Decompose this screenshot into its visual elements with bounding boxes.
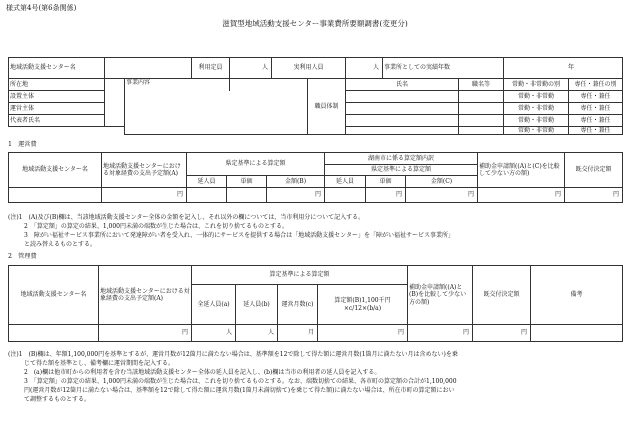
s2-decision-field[interactable]: 円 xyxy=(473,325,531,342)
s2-planned-field[interactable]: 円 xyxy=(99,325,192,342)
note-line: 2 「算定額」の算定の結果、1,000円未満の端数が生じた場合は、これを切り捨てるものとする。 xyxy=(24,223,288,230)
s1-decision-field[interactable]: 円 xyxy=(565,188,623,203)
operator-label: 運営主体 xyxy=(9,103,105,115)
s2-col-planned: 地域活動支援センターにおける対象経費の支出予定額(A) xyxy=(99,266,192,325)
staff-name-field[interactable] xyxy=(346,115,459,127)
s1-subsidy-field[interactable]: 円 xyxy=(478,188,565,203)
s1-amount-c-field[interactable]: 円 xyxy=(406,188,478,203)
section1-title: 1 運営費 xyxy=(8,141,37,148)
s2-sub-col: 運営月数(c) xyxy=(278,285,318,325)
operating-cost-table xyxy=(8,152,623,203)
staff-name-field[interactable] xyxy=(346,103,459,115)
staff-title-field[interactable] xyxy=(459,127,504,135)
s1-kosai-unit-price-field[interactable]: 円 xyxy=(366,188,406,203)
staff-fulltime-option[interactable]: 常勤・非常勤 xyxy=(504,115,569,127)
note-line: て調整するものとする。 xyxy=(24,396,91,403)
s2-sub-col: 全延人員(a) xyxy=(192,285,236,325)
s2-center-field[interactable] xyxy=(9,325,99,342)
document-title: 滋賀型地域活動支援センター事業費所要額調書(変更分) xyxy=(222,19,408,28)
s1-center-field[interactable] xyxy=(9,188,102,203)
staff-col-fulltime: 常勤・非常勤の別 xyxy=(504,79,569,91)
s1-unit-price-field[interactable] xyxy=(227,188,267,203)
capacity-label: 利用定員 xyxy=(192,58,230,79)
representative-label: 代表者氏名 xyxy=(9,115,105,127)
s1-col-planned: 地域活動支援センターにおける対象経費の支出予定額(A) xyxy=(102,153,187,188)
s1-col-standard-group: 県定基準による算定額 xyxy=(187,153,325,176)
note-line: 円(運営月数が12箇月に満たない場合は、基準額を12で除して得た額に運営月数(1箇月未満切捨て)を乗じて得た額)に満たない場合は、所在市町の算定額におい xyxy=(24,387,455,394)
s2-col-standard-group: 算定基準による算定額 xyxy=(192,266,408,285)
staff-fulltime-option[interactable]: 常勤・非常勤 xyxy=(504,127,569,135)
management-cost-table xyxy=(8,265,623,342)
staff-dedicated-option[interactable]: 専任・兼任 xyxy=(569,127,623,135)
note-line: と読み替えるものとする。 xyxy=(24,241,97,248)
s2-col-decision: 既交付決定額 xyxy=(473,266,531,325)
s2-col-subsidy: 補助金申請額((A)と(B)を比較して少ない方の額) xyxy=(408,266,473,325)
s2-sub-col: 延人員(b) xyxy=(236,285,278,325)
note-line: (注)1 (B)欄は、年額1,100,000円を基準とするが、運営月数が12箇月に満たない場合は、基準額を12で除して得た額に運営月数(1箇月に満たない月は含めない)を乗 xyxy=(8,351,458,358)
business-content-area[interactable] xyxy=(125,91,308,135)
note-line: 3 「算定額」の算定の結果、1,000円未満の端数が生じた場合は、これを切り捨てるものとする。なお、端数切捨ての結果、各市町の算定額の合計が1,100,000 xyxy=(24,378,457,385)
s1-col-kosai-sub: 県定基準による算定額 xyxy=(325,165,478,176)
establisher-label: 設置主体 xyxy=(9,91,105,103)
staff-title-field[interactable] xyxy=(459,103,504,115)
staff-title-field[interactable] xyxy=(459,115,504,127)
s1-sub-col: 延人員 xyxy=(187,176,227,188)
note-line: (注)1 (A)及び(B)欄は、当該地域活動支援センター全体の金額を記入し、それ以外の欄については、当市利用分について記入する。 xyxy=(8,214,365,221)
note-line: じて得た額を基準とし、備考欄に運営期間を記入する。 xyxy=(24,360,175,367)
business-content-label: 事業内容 xyxy=(125,79,230,91)
s2-persons-field[interactable]: 人 xyxy=(236,325,278,342)
note-line: 2 (a)欄は他市町からの利用者を含む当該地域活動支援センター全体の延人員を記入し、(b)欄は当市の利用者の延人員を記入する。 xyxy=(24,369,381,376)
spacer xyxy=(9,127,125,135)
s2-remarks-field[interactable] xyxy=(531,325,623,342)
actual-users-label: 実利用人員 xyxy=(272,58,346,79)
business-content-field[interactable] xyxy=(230,79,308,91)
s1-sub-col: 単価 xyxy=(366,176,406,188)
s1-planned-field[interactable]: 円 xyxy=(102,188,187,203)
s2-amount-b-field[interactable]: 円 xyxy=(318,325,408,342)
staff-col-title: 職名等 xyxy=(459,79,504,91)
s1-col-kosai-group: 湖南市に係る算定額内訳 xyxy=(325,153,478,165)
center-name-field[interactable] xyxy=(105,58,192,79)
s1-persons-field[interactable] xyxy=(187,188,227,203)
actual-users-field[interactable]: 人 xyxy=(346,58,383,79)
s2-months-field[interactable]: 月 xyxy=(278,325,318,342)
operator-field[interactable] xyxy=(105,103,125,115)
location-label: 所在地 xyxy=(9,79,105,91)
s1-amount-b-field[interactable]: 円 xyxy=(267,188,325,203)
staff-dedicated-option[interactable]: 専任・兼任 xyxy=(569,91,623,103)
staff-dedicated-option[interactable]: 専任・兼任 xyxy=(569,103,623,115)
years-label: 事業所としての実績年数 xyxy=(383,58,504,79)
staff-name-field[interactable] xyxy=(346,127,459,135)
notes-section2 xyxy=(8,350,623,404)
representative-field[interactable] xyxy=(105,115,125,127)
staff-col-dedicated: 専任・兼任の別 xyxy=(569,79,623,91)
s2-col-remarks: 備考 xyxy=(531,266,623,325)
establisher-field[interactable] xyxy=(105,91,125,103)
s1-col-subsidy: 補助金申請額((A)と(C)を比較して少ない方の額) xyxy=(478,153,565,188)
staff-dedicated-option[interactable]: 専任・兼任 xyxy=(569,115,623,127)
capacity-field[interactable]: 人 xyxy=(230,58,272,79)
staff-fulltime-option[interactable]: 常勤・非常勤 xyxy=(504,91,569,103)
notes-section1 xyxy=(8,213,623,249)
s1-sub-col: 単価 xyxy=(227,176,267,188)
staff-col-name: 氏名 xyxy=(346,79,459,91)
s1-sub-col: 金額(B) xyxy=(267,176,325,188)
note-line: 3 障がい福祉サービス事業所において発達障がい者を受入れ、一体的にサービスを提供する場合は「地域活動支援センター」を「障がい福祉サービス事業所」 xyxy=(24,232,454,239)
years-field[interactable]: 年 xyxy=(504,58,623,79)
staff-title-field[interactable] xyxy=(459,91,504,103)
s1-kosai-persons-field[interactable] xyxy=(325,188,366,203)
location-field[interactable] xyxy=(105,79,125,91)
form-number: 様式第4号(第6条関係) xyxy=(6,4,77,12)
section2-title: 2 管理費 xyxy=(8,253,37,260)
s2-sub-col: 算定額(B)1,100千円×c/12×(b/a) xyxy=(318,285,408,325)
staff-name-field[interactable] xyxy=(346,91,459,103)
s2-col-center: 地域活動支援センター名 xyxy=(9,266,99,325)
center-name-label: 地域活動支援センター名 xyxy=(9,58,105,79)
staff-fulltime-option[interactable]: 常勤・非常勤 xyxy=(504,103,569,115)
s1-col-center: 地域活動支援センター名 xyxy=(9,153,102,188)
staff-system-label: 職員体制 xyxy=(308,79,346,135)
s1-col-decision: 既交付決定額 xyxy=(565,153,623,188)
s1-sub-col: 延人員 xyxy=(325,176,366,188)
s1-sub-col: 金額(C) xyxy=(406,176,478,188)
header-table xyxy=(8,57,623,135)
s2-subsidy-field[interactable]: 円 xyxy=(408,325,473,342)
s2-total-persons-field[interactable]: 人 xyxy=(192,325,236,342)
